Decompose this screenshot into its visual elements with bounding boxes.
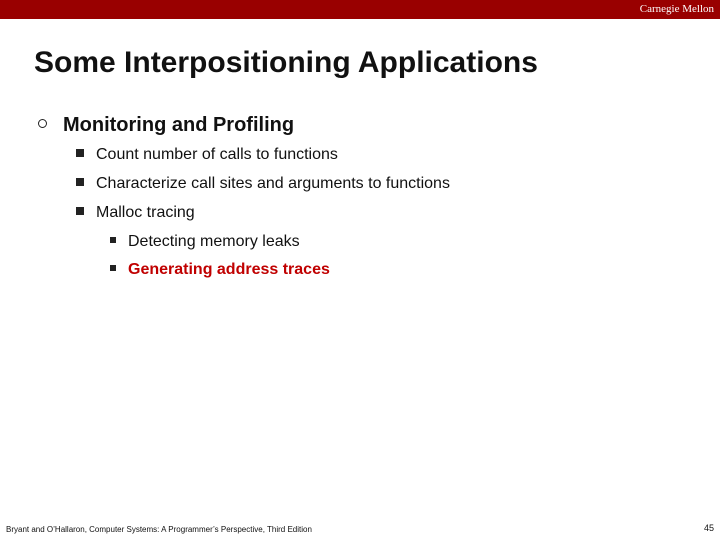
sub-bullet [76, 146, 338, 164]
sub-sub-bullet-highlighted [110, 261, 330, 279]
sub-sub-bullet-text: Detecting memory leaks [128, 233, 300, 250]
slide-title: Some Interpositioning Applications [34, 46, 538, 79]
sub-bullet-text: Malloc tracing [96, 204, 195, 221]
sub-bullet [76, 204, 195, 222]
brand-label: Carnegie Mellon [639, 3, 714, 15]
header-bar [0, 0, 720, 19]
bullet-text: Monitoring and Profiling [63, 114, 295, 136]
sub-bullet [76, 175, 450, 193]
square-bullet-icon [76, 149, 84, 157]
sub-sub-bullet [110, 233, 300, 251]
square-bullet-icon [76, 207, 84, 215]
sub-sub-bullet-text: Generating address traces [128, 261, 330, 278]
sub-bullet-text: Count number of calls to functions [96, 146, 338, 163]
square-bullet-icon [110, 265, 116, 271]
footer-citation: Bryant and O’Hallaron, Computer Systems: A Programmer’s Perspective, Third Edition [6, 525, 312, 534]
square-bullet-icon [76, 178, 84, 186]
sub-bullet-text: Characterize call sites and arguments to functions [96, 175, 450, 192]
bullet-level1 [38, 114, 294, 137]
square-bullet-icon [110, 237, 116, 243]
page-number: 45 [703, 523, 714, 533]
circle-bullet-icon [38, 119, 47, 128]
